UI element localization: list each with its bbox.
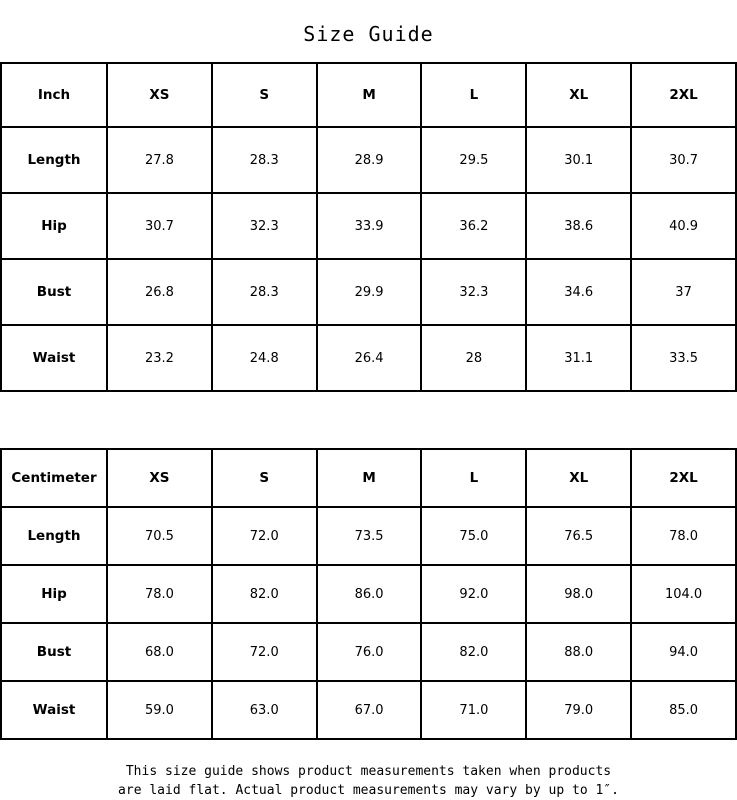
- cell-waist-2xl: 33.5: [631, 325, 736, 391]
- table-row: [1, 325, 736, 391]
- size-header-s: S: [212, 449, 317, 507]
- table-row: [1, 623, 736, 681]
- cell-length-2xl: 78.0: [631, 507, 736, 565]
- cell-length-xl: 30.1: [526, 127, 631, 193]
- size-header-xl: XL: [526, 449, 631, 507]
- cell-hip-l: 92.0: [421, 565, 526, 623]
- row-label-length: Length: [1, 127, 107, 193]
- cell-waist-l: 28: [421, 325, 526, 391]
- cell-hip-xs: 30.7: [107, 193, 212, 259]
- size-header-2xl: 2XL: [631, 63, 736, 127]
- cell-hip-s: 82.0: [212, 565, 317, 623]
- page-title: Size Guide: [303, 22, 434, 46]
- size-header-m: M: [317, 449, 422, 507]
- table-row: [1, 259, 736, 325]
- size-table-centimeter: [0, 448, 737, 740]
- cell-waist-xl: 79.0: [526, 681, 631, 739]
- footnote: [0, 740, 737, 800]
- cell-bust-2xl: 37: [631, 259, 736, 325]
- cell-bust-l: 32.3: [421, 259, 526, 325]
- cell-bust-xl: 34.6: [526, 259, 631, 325]
- row-label-waist: Waist: [1, 681, 107, 739]
- cell-hip-xs: 78.0: [107, 565, 212, 623]
- table-row: [1, 565, 736, 623]
- cell-bust-l: 82.0: [421, 623, 526, 681]
- cell-hip-xl: 38.6: [526, 193, 631, 259]
- table-header-row: [1, 63, 736, 127]
- cell-bust-xs: 68.0: [107, 623, 212, 681]
- cell-bust-m: 29.9: [317, 259, 422, 325]
- cell-bust-xl: 88.0: [526, 623, 631, 681]
- table-row: [1, 193, 736, 259]
- cell-length-s: 72.0: [212, 507, 317, 565]
- cell-length-xs: 27.8: [107, 127, 212, 193]
- row-label-hip: Hip: [1, 193, 107, 259]
- cell-length-m: 73.5: [317, 507, 422, 565]
- cell-length-l: 29.5: [421, 127, 526, 193]
- size-header-l: L: [421, 449, 526, 507]
- size-header-m: M: [317, 63, 422, 127]
- table-row: [1, 681, 736, 739]
- cell-hip-m: 86.0: [317, 565, 422, 623]
- cell-bust-s: 72.0: [212, 623, 317, 681]
- cell-bust-s: 28.3: [212, 259, 317, 325]
- table-header-row: [1, 449, 736, 507]
- footnote-line-2: are laid flat. Actual product measurements may vary by up to 1″.: [118, 783, 619, 798]
- cell-waist-xl: 31.1: [526, 325, 631, 391]
- size-header-l: L: [421, 63, 526, 127]
- cell-waist-xs: 23.2: [107, 325, 212, 391]
- cell-waist-2xl: 85.0: [631, 681, 736, 739]
- cell-hip-2xl: 104.0: [631, 565, 736, 623]
- table-separator: [0, 392, 737, 448]
- cell-length-xl: 76.5: [526, 507, 631, 565]
- cell-hip-xl: 98.0: [526, 565, 631, 623]
- cell-bust-2xl: 94.0: [631, 623, 736, 681]
- cell-length-s: 28.3: [212, 127, 317, 193]
- cell-length-2xl: 30.7: [631, 127, 736, 193]
- size-header-xs: XS: [107, 63, 212, 127]
- size-header-xs: XS: [107, 449, 212, 507]
- size-header-2xl: 2XL: [631, 449, 736, 507]
- row-label-length: Length: [1, 507, 107, 565]
- row-label-waist: Waist: [1, 325, 107, 391]
- table-row: [1, 127, 736, 193]
- cell-waist-m: 67.0: [317, 681, 422, 739]
- cell-hip-s: 32.3: [212, 193, 317, 259]
- cell-waist-s: 63.0: [212, 681, 317, 739]
- unit-header-inch: Inch: [1, 63, 107, 127]
- cell-hip-m: 33.9: [317, 193, 422, 259]
- unit-header-centimeter: Centimeter: [1, 449, 107, 507]
- size-header-s: S: [212, 63, 317, 127]
- cell-waist-m: 26.4: [317, 325, 422, 391]
- size-table-inch: [0, 62, 737, 392]
- table-row: [1, 507, 736, 565]
- row-label-bust: Bust: [1, 623, 107, 681]
- cell-length-l: 75.0: [421, 507, 526, 565]
- cell-hip-l: 36.2: [421, 193, 526, 259]
- size-header-xl: XL: [526, 63, 631, 127]
- cell-hip-2xl: 40.9: [631, 193, 736, 259]
- row-label-hip: Hip: [1, 565, 107, 623]
- cell-length-xs: 70.5: [107, 507, 212, 565]
- cell-waist-s: 24.8: [212, 325, 317, 391]
- cell-bust-m: 76.0: [317, 623, 422, 681]
- cell-waist-l: 71.0: [421, 681, 526, 739]
- footnote-line-1: This size guide shows product measurements taken when products: [125, 764, 612, 779]
- row-label-bust: Bust: [1, 259, 107, 325]
- cell-bust-xs: 26.8: [107, 259, 212, 325]
- cell-waist-xs: 59.0: [107, 681, 212, 739]
- cell-length-m: 28.9: [317, 127, 422, 193]
